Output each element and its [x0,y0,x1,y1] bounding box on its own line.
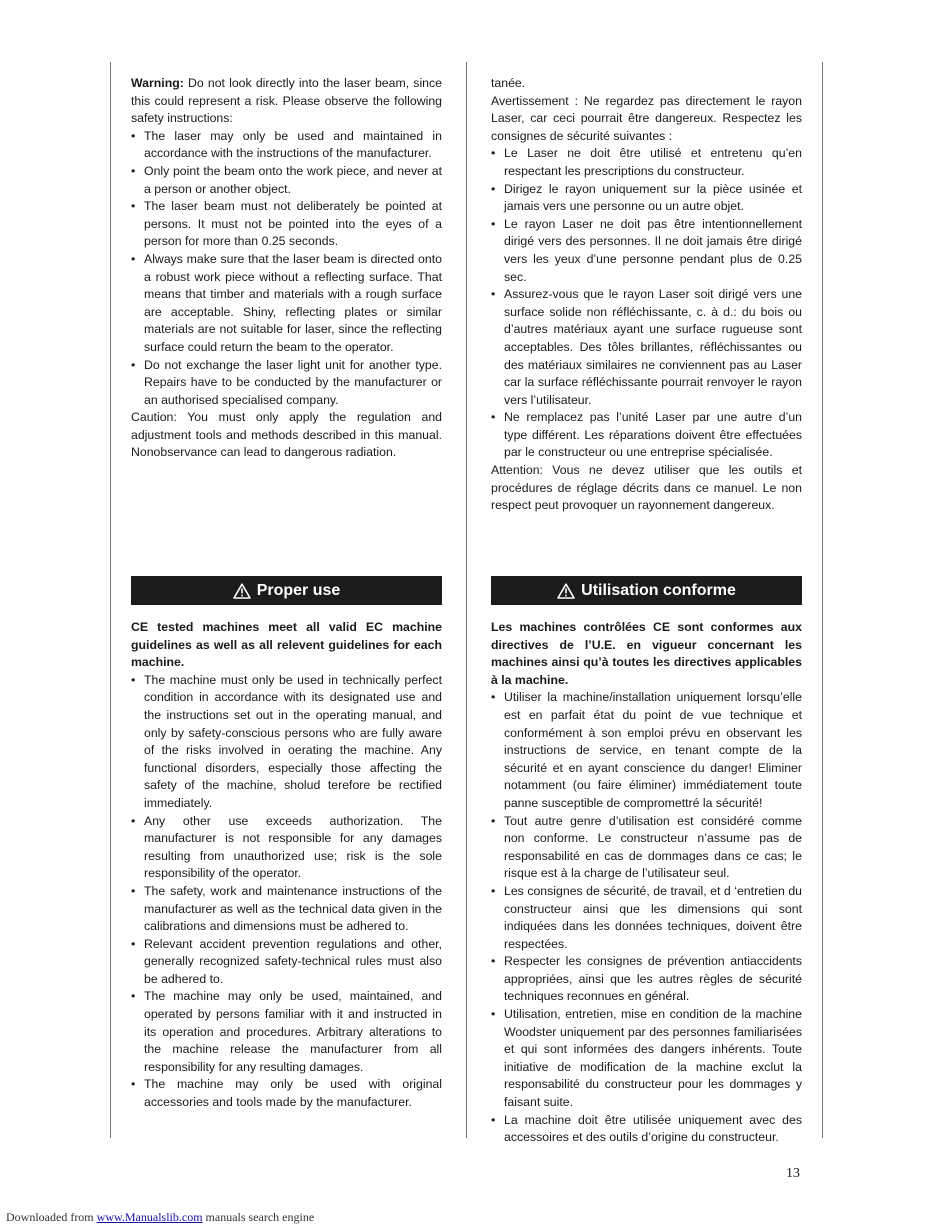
warning-triangle-icon [233,583,251,599]
list-item: • Le rayon Laser ne doit pas être intentionnellement dirigé vers des personnes. Il ne doit jamais être dirigé vers les yeux d’une personne pendant plus de 0.25 sec. [491,216,802,286]
list-item: • Ne remplacez pas l’unité Laser par une autre d’un type différent. Les réparations doivent être effectuées par le constructeur ou une entreprise spécialisée. [491,409,802,462]
manualslib-link[interactable]: www.Manualslib.com [96,1210,203,1224]
list-item: • Le Laser ne doit être utilisé et entretenu qu’en respectant les prescriptions du constructeur. [491,145,802,180]
list-item: • Only point the beam onto the work piece, and never at a person or another object. [131,163,442,198]
warning-triangle-icon [557,583,575,599]
list-item: • La machine doit être utilisée uniquement avec des accessoires et des outils d’origine du constructeur. [491,1112,802,1147]
warning-list-fr [491,145,802,462]
list-item: • Always make sure that the laser beam is directed onto a robust work piece without a reflecting surface. That means that timber and materials with a rough surface are acceptable. Shiny, reflecting plates or similar materials are not suitable for laser, since the reflecting surface could return the beam to the operator. [131,251,442,357]
list-item: • The machine may only be used, maintained, and operated by persons familiar with it and instructed in its operation and procedures. Arbitrary alterations to the machine release the manufacturer from all responsibility for any resulting damages. [131,988,442,1076]
proper-use-en [131,619,442,1112]
warning-list-en [131,128,442,410]
list-item: • Assurez-vous que le rayon Laser soit dirigé vers une surface solide non réfléchissante, c. à d.: du bois ou d’autres matériaux ayant une surface rugueuse sont acceptables. Des tôles brillantes, réfléchissantes ou des matériaux similaires ne conviennent pas au Laser car la surface réfléchissante pourrait renvoyer le rayon vers l’utilisateur. [491,286,802,409]
footer-suffix: manuals search engine [202,1210,315,1224]
caution-en: Caution: You must only apply the regulation and adjustment tools and methods described in this manual. Nonobservance can lead to dangerous radiation. [131,410,442,460]
list-item: • Any other use exceeds authorization. The manufacturer is not responsible for any damages resulting from unauthorized use; risk is the sole responsibility of the operator. [131,813,442,883]
list-item: • Utilisation, entretien, mise en condition de la machine Woodster uniquement par des personnes familiarisées et qui sont informées des dangers inhérents. Toute initiative de modification de la machine exclut la responsabilité du constructeur pour les dommages y faisant suite. [491,1006,802,1112]
proper-use-heading: Proper use [256,581,341,599]
caution-fr: Attention: Vous ne devez utiliser que les outils et procédures de réglage décrits dans ce manuel. Le non respect peut provoquer un rayonnement dangereux. [491,463,802,513]
list-item: • The laser beam must not deliberately be pointed at persons. It must not be pointed into the eyes of a person for more than 0.25 seconds. [131,198,442,251]
utilisation-heading: Utilisation conforme [581,581,736,599]
utilisation-heading-bar [491,576,802,605]
list-item: • Les consignes de sécurité, de travail, et d ‘entretien du constructeur ainsi que les dimensions qui sont indiquées dans les données techniques, doivent être respectées. [491,883,802,953]
right-column-rule [822,62,823,1138]
warning-lead: Warning: [131,76,184,90]
laser-warning-fr [491,75,802,515]
list-item: • Tout autre genre d’utilisation est considéré comme non conforme. Le constructeur n’assume pas de responsabilité en cas de dommages dans ce cas; le risque est à la charge de l’utilisateur seul. [491,813,802,883]
continuation-fr: tanée. [491,76,526,90]
warning-intro-en: Warning: Do not look directly into the laser beam, since this could represent a risk. Please observe the following safety instructions: [131,76,442,126]
proper-use-heading-bar [131,576,442,605]
list-item: • Dirigez le rayon uniquement sur la pièce usinée et jamais vers une personne ou un autre objet. [491,181,802,216]
proper-use-intro-en: CE tested machines meet all valid EC machine guidelines as well as all relevent guidelines for each machine. [131,620,442,670]
download-footer [6,1210,314,1225]
proper-use-list-fr [491,689,802,1146]
left-column-rule [110,62,111,1138]
list-item: • The machine may only be used with original accessories and tools made by the manufacturer. [131,1076,442,1111]
list-item: • Do not exchange the laser light unit for another type. Repairs have to be conducted by the manufacturer or an authorised specialised company. [131,357,442,410]
footer-prefix: Downloaded from [6,1210,97,1224]
list-item: • The laser may only be used and maintained in accordance with the instructions of the manufacturer. [131,128,442,163]
proper-use-list-en [131,672,442,1112]
page-number: 13 [786,1166,800,1181]
list-item: • Relevant accident prevention regulations and other, generally recognized safety-technical rules must also be adhered to. [131,936,442,989]
laser-warning-en [131,75,442,462]
proper-use-intro-fr: Les machines contrôlées CE sont conformes aux directives de l’U.E. en vigueur concernant les machines ainsi qu’à toutes les directives applicables à la machine. [491,620,802,687]
warning-intro-fr: Avertissement : Ne regardez pas directement le rayon Laser, car ceci pourrait être dangereux. Respectez les consignes de sécurité suivantes : [491,93,802,143]
list-item: • Utiliser la machine/installation uniquement lorsqu’elle est en parfait état du point de vue technique et conformément à son emploi prévu en observant les instructions de service, en tenant compte de la sécurité et en ayant conscience du danger! Eliminer notamment (ou faire éliminer) immédiatement toute panne susceptible de compromettré la sécurité! [491,689,802,812]
list-item: • Respecter les consignes de prévention antiaccidents appropriées, ainsi que les autres règles de sécurité techniques reconnues en général. [491,953,802,1006]
list-item: • The machine must only be used in technically perfect condition in accordance with its designated use and the instructions set out in the operating manual, and only by safety-conscious persons who are fully aware of the risks involved in oerating the machine. Any functional disorders, especially those affecting the safety of the machine, sholud terefore be rectified immediately. [131,672,442,813]
proper-use-fr [491,619,802,1147]
list-item: • The safety, work and maintenance instructions of the manufacturer as well as the technical data given in the calibrations and dimensions must be adhered to. [131,883,442,936]
center-column-rule [466,62,467,1138]
